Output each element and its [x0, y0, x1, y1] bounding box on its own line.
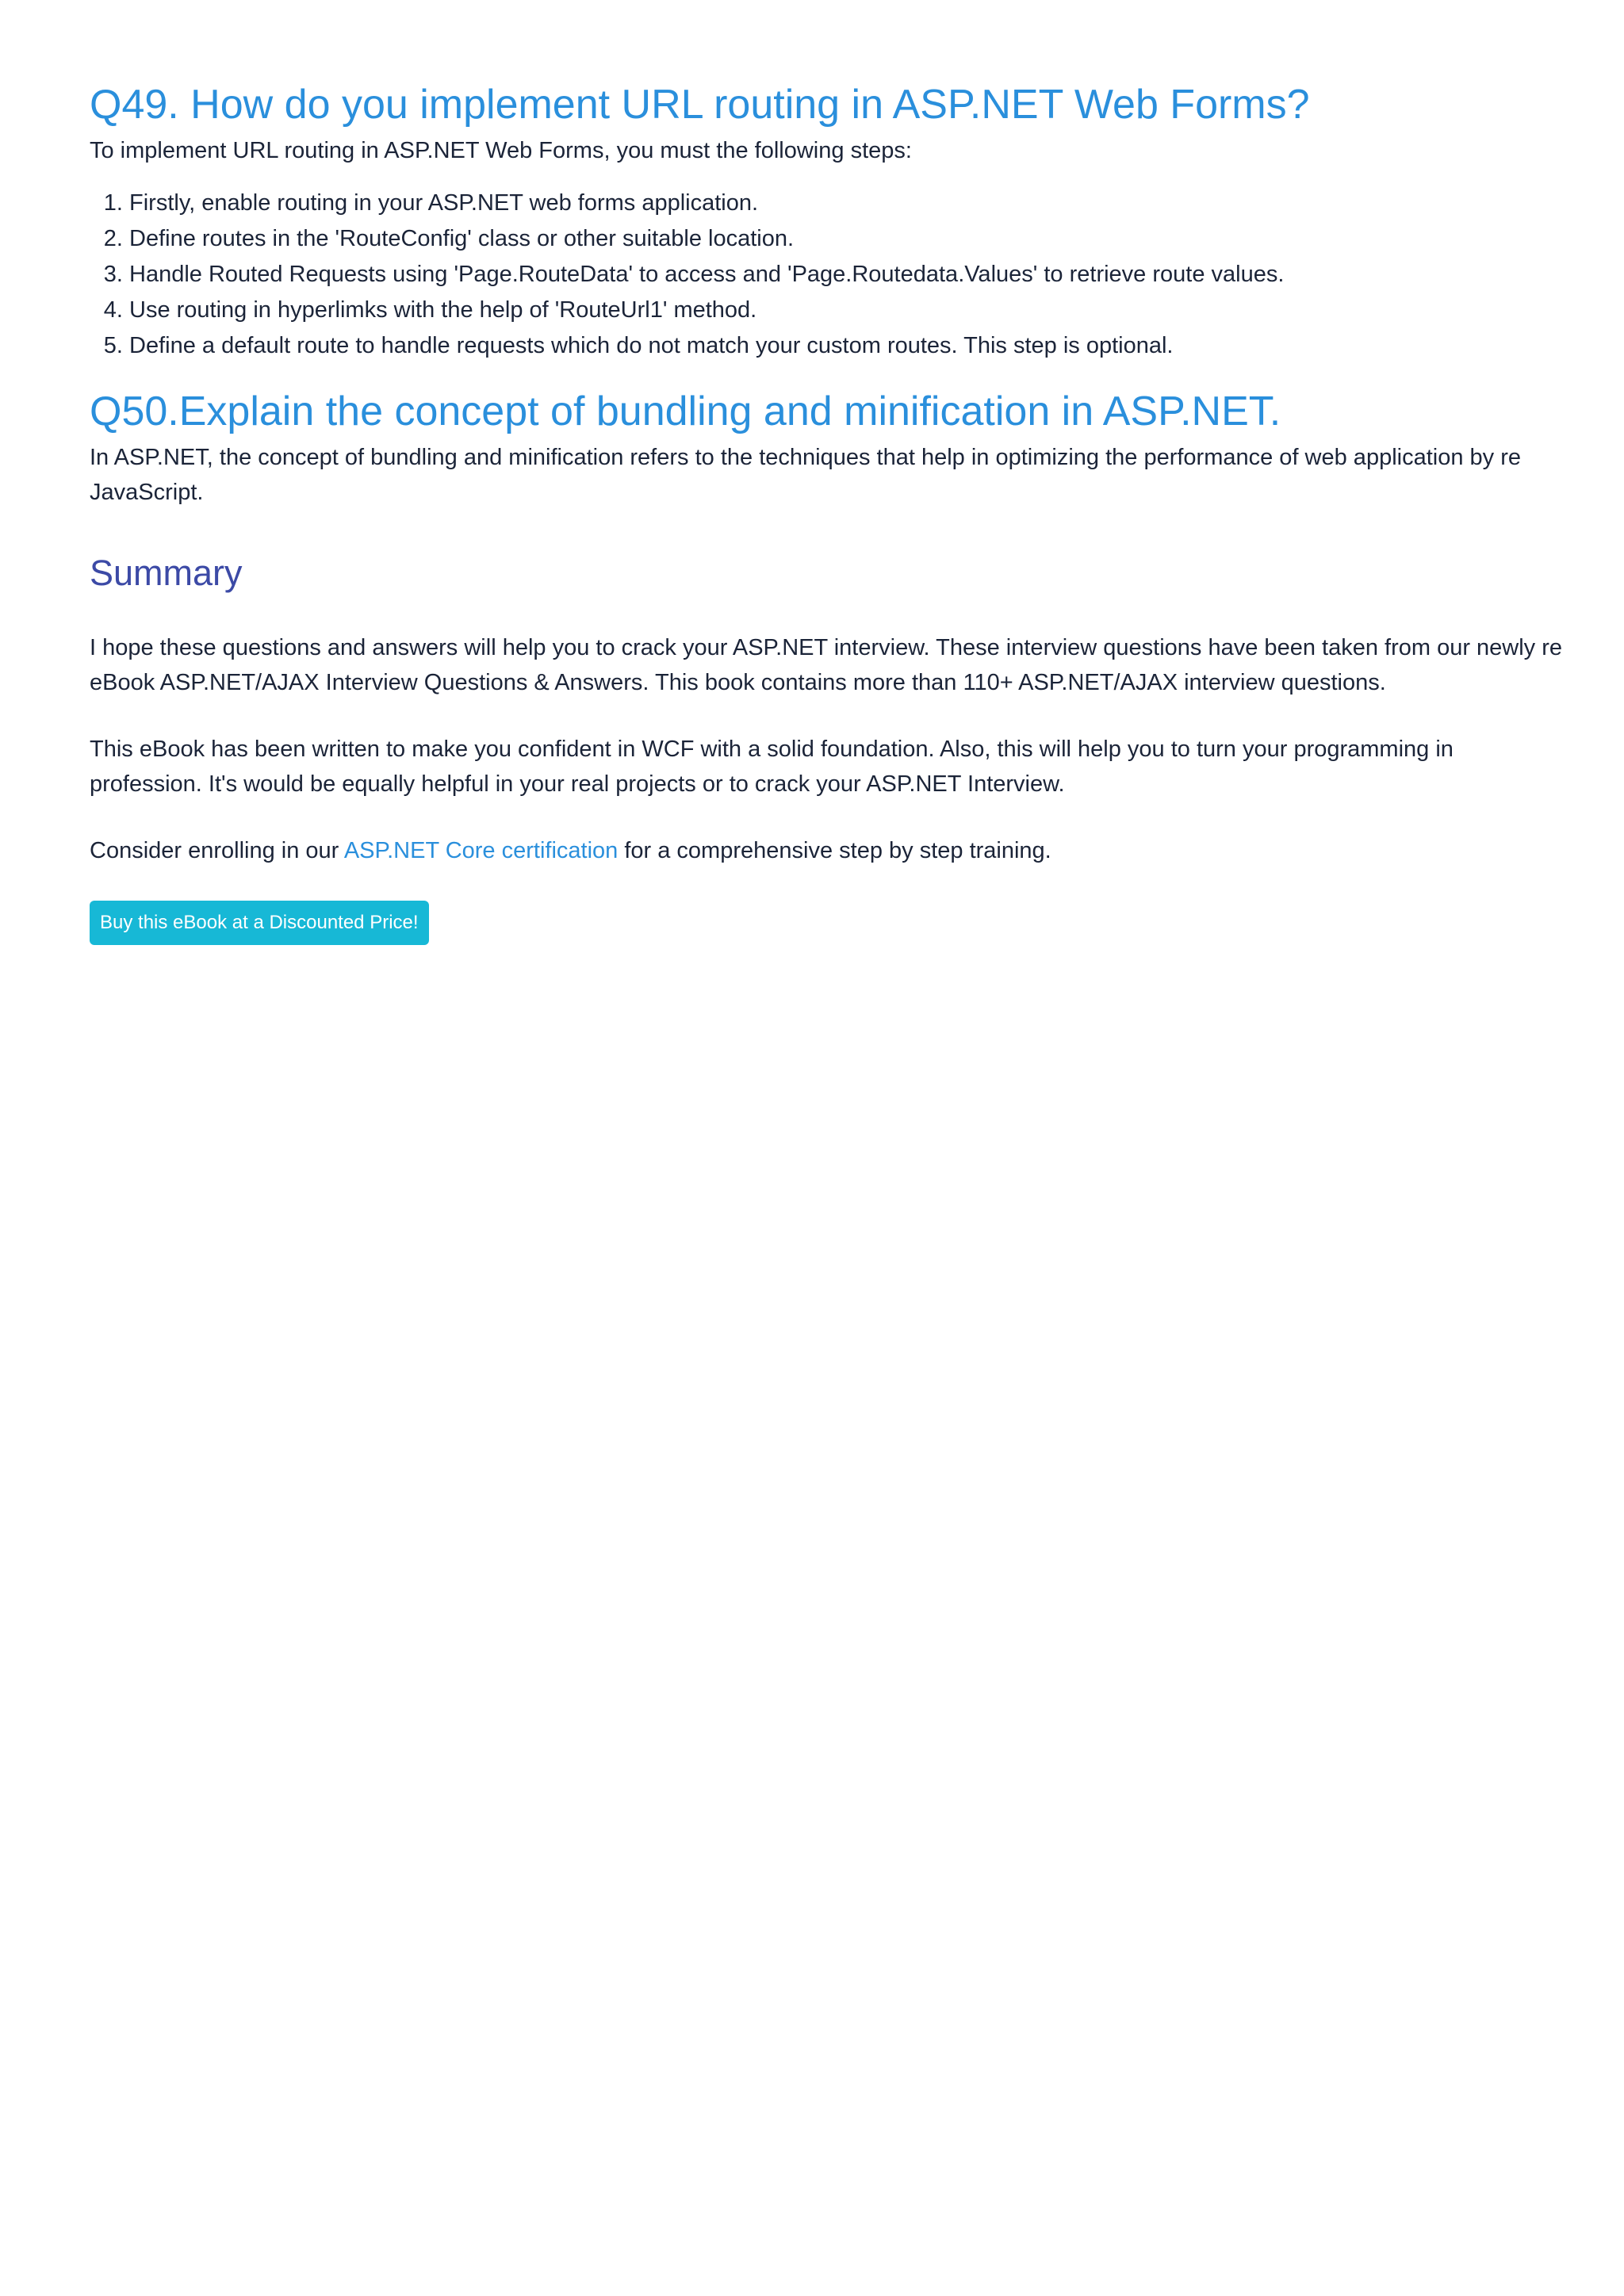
q49-intro: To implement URL routing in ASP.NET Web Forms, you must the following steps: [90, 138, 912, 163]
summary-heading: Summary [90, 553, 243, 593]
list-item: 2. Define routes in the 'RouteConfig' class or other suitable location. [129, 221, 1624, 257]
q50-answer [90, 440, 1624, 510]
buy-button-wrapper [90, 901, 1624, 945]
summary-p3-text-before: Consider enrolling in our [90, 838, 344, 863]
list-item: 4. Use routing in hyperlimks with the help of 'RouteUrl1' method. [129, 293, 1624, 328]
buy-ebook-button[interactable]: Buy this eBook at a Discounted Price! [90, 901, 429, 945]
summary-p2-line-1: This eBook has been written to make you confident in WCF with a solid foundation. Also, this will help you to turn your programming in [90, 737, 1454, 762]
summary-p2-line-2: profession. It's would be equally helpful in your real projects or to crack your ASP.NET Interview. [90, 771, 1065, 797]
summary-paragraph-2 [90, 732, 1624, 802]
q49-heading: Q49. How do you implement URL routing in ASP.NET Web Forms? [90, 82, 1310, 128]
summary-p1-line-2: eBook ASP.NET/AJAX Interview Questions & Answers. This book contains more than 110+ ASP.NET/AJAX interview questions. [90, 670, 1386, 695]
article-content [90, 79, 1624, 945]
summary-paragraph-1 [90, 630, 1624, 700]
q50-heading: Q50.Explain the concept of bundling and minification in ASP.NET. [90, 388, 1281, 434]
summary-p3-text-after: for a comprehensive step by step training. [618, 838, 1051, 863]
list-item: 1. Firstly, enable routing in your ASP.NET web forms application. [129, 186, 1624, 221]
list-item: 5. Define a default route to handle requests which do not match your custom routes. This step is optional. [129, 328, 1624, 364]
summary-paragraph-3 [90, 833, 1624, 868]
summary-p1-line-1: I hope these questions and answers will help you to crack your ASP.NET interview. These interview questions have been taken from our newly re [90, 635, 1563, 660]
aspnet-core-certification-link[interactable]: ASP.NET Core certification [343, 838, 619, 863]
q50-answer-line-2: JavaScript. [90, 480, 204, 505]
q50-answer-line-1: In ASP.NET, the concept of bundling and minification refers to the techniques that help in optimizing the performance of web application by re [90, 445, 1521, 470]
list-item: 3. Handle Routed Requests using 'Page.RouteData' to access and 'Page.Routedata.Values' to retrieve route values. [129, 257, 1624, 293]
q49-steps-list [90, 186, 1624, 364]
